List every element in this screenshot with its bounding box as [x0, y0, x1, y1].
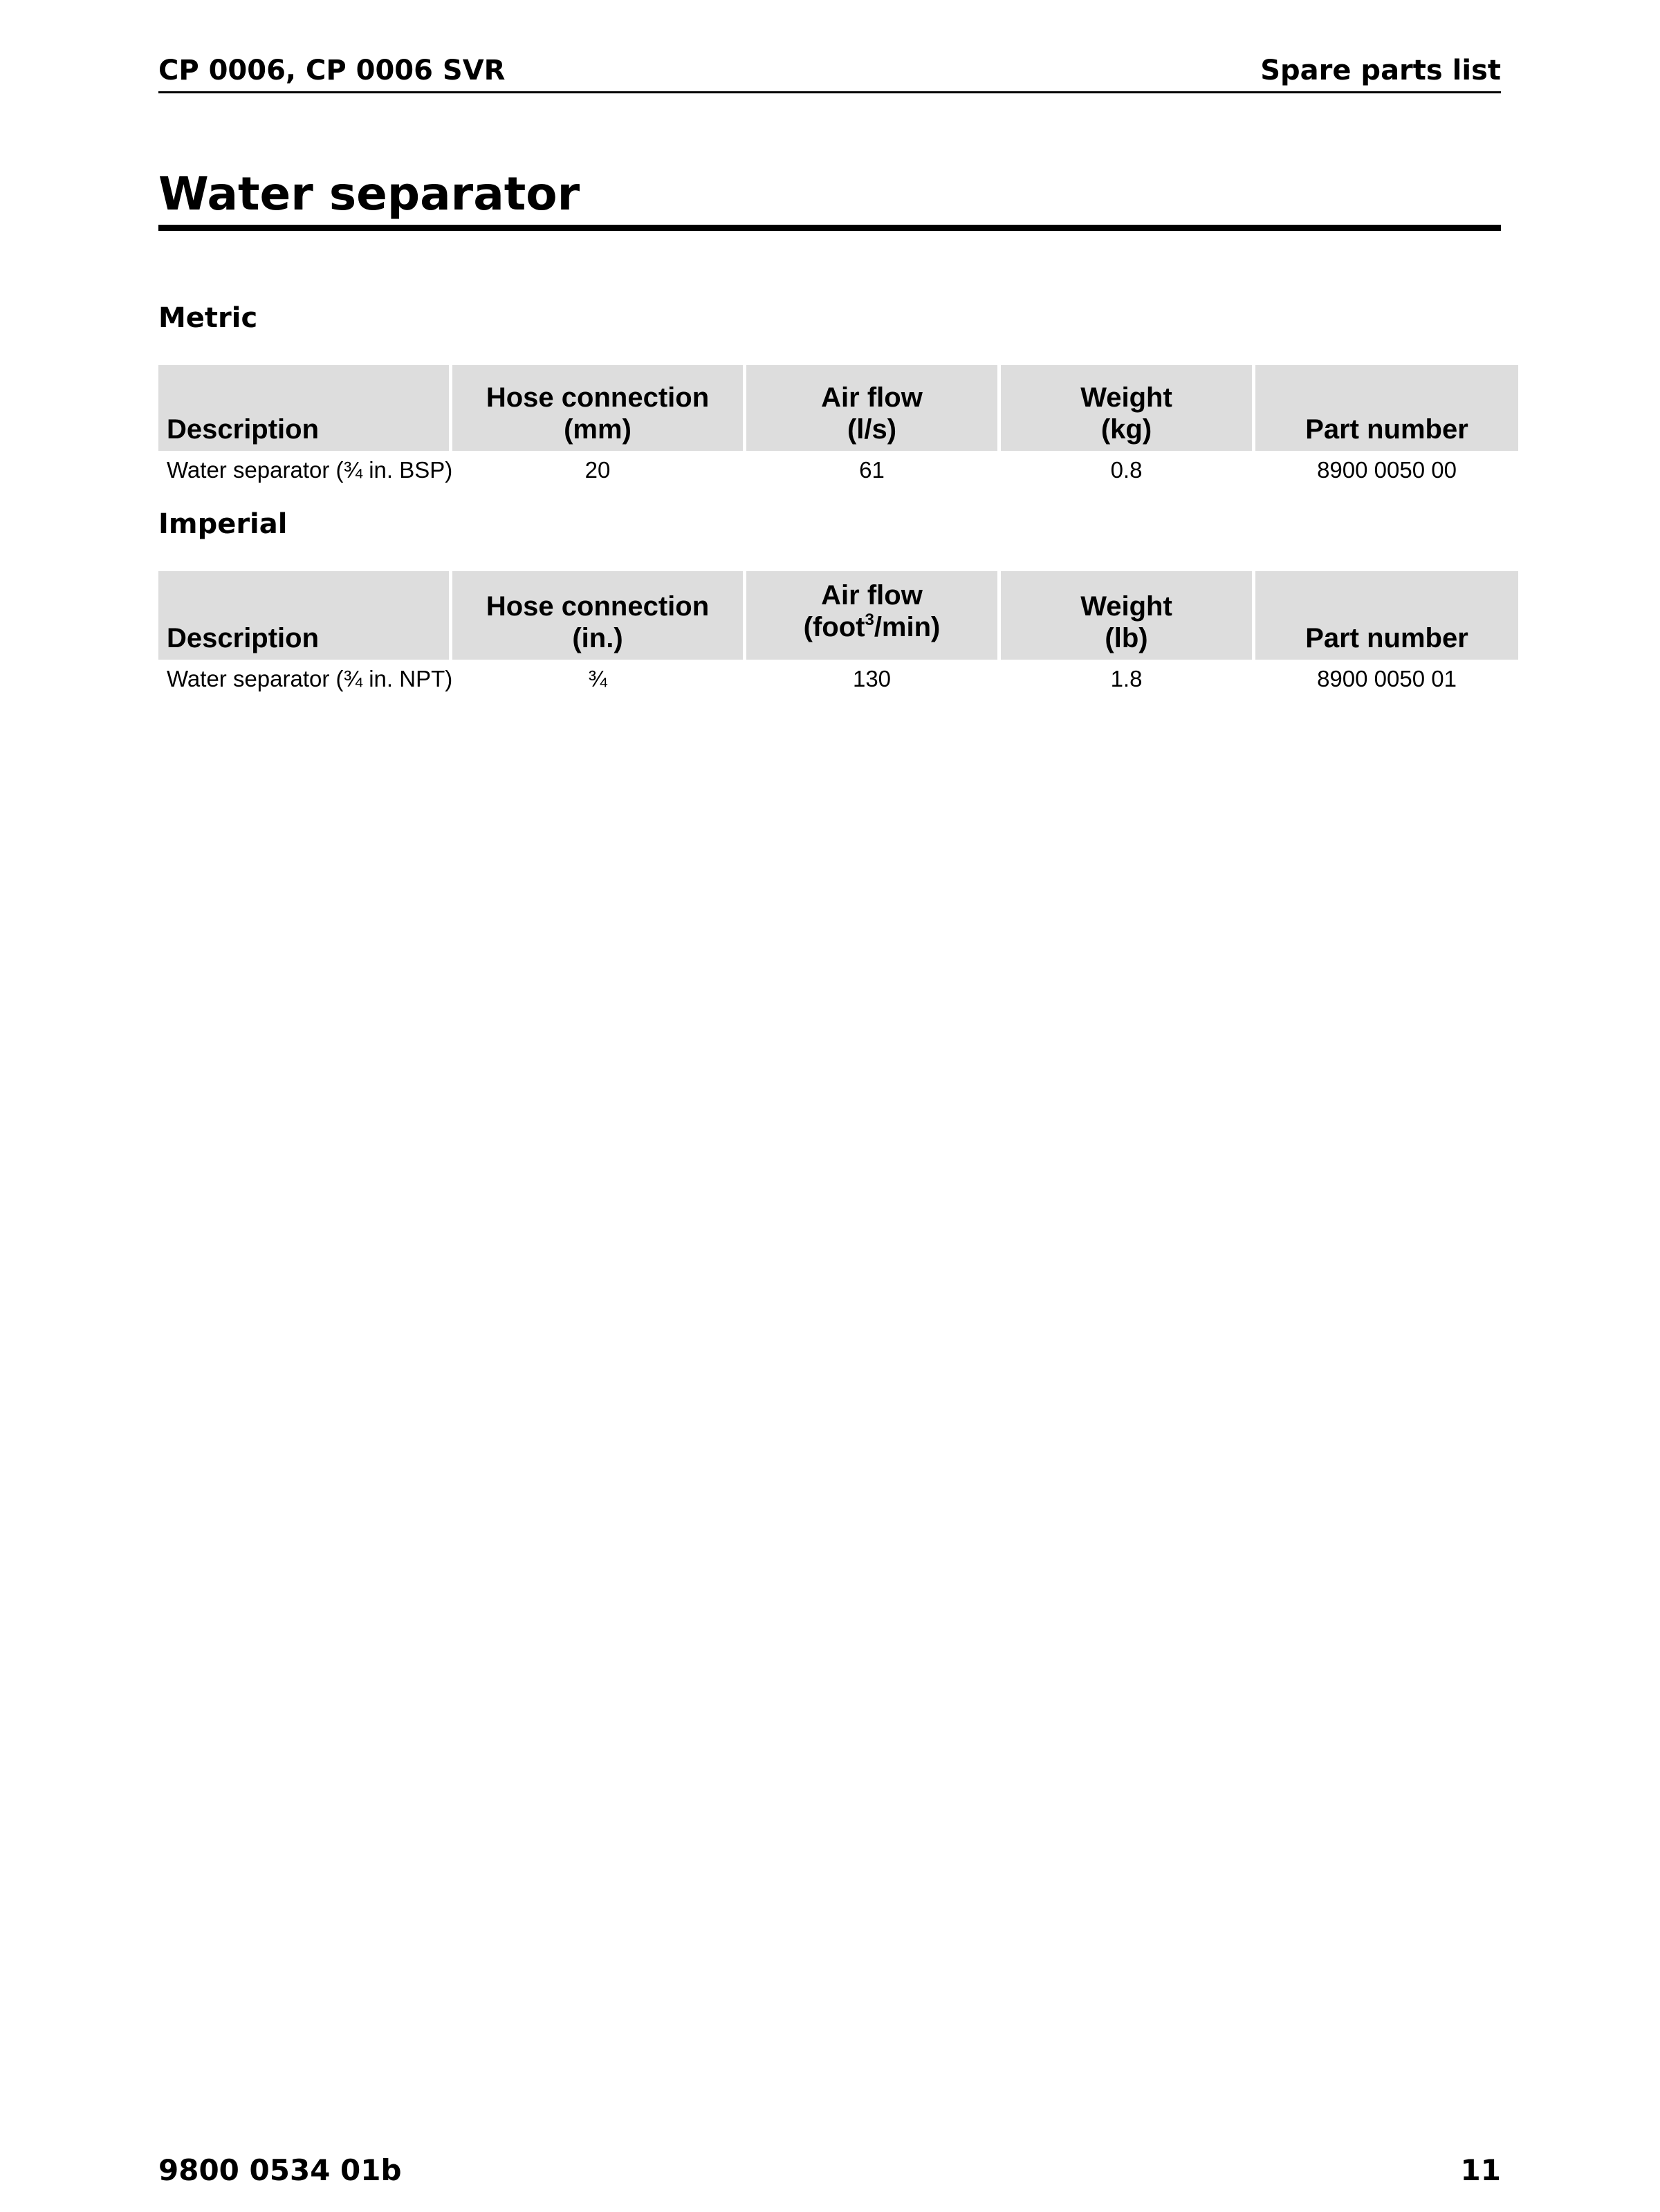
page-title-text: Water separator [158, 167, 580, 221]
superscript-exponent: 3 [865, 610, 874, 629]
table-row [158, 660, 1518, 693]
metric-table [155, 365, 1522, 484]
header-section: Spare parts list [1260, 55, 1501, 86]
column-header-description: Description [158, 571, 449, 660]
cell-weight: 0.8 [1110, 457, 1143, 483]
page-header [158, 53, 1501, 93]
table-header-row [158, 571, 1518, 660]
column-header-weight: Weight (kg) [1001, 365, 1252, 451]
column-header-part-number: Part number [1255, 571, 1518, 660]
column-header-air-flow: Air flow (l/s) [746, 365, 997, 451]
imperial-heading: Imperial [158, 508, 288, 540]
page-title [158, 165, 1501, 231]
footer-page-number: 11 [1460, 2153, 1501, 2187]
column-header-weight: Weight (lb) [1001, 571, 1252, 660]
cell-part-number: 8900 0050 01 [1317, 666, 1457, 691]
header-model: CP 0006, CP 0006 SVR [158, 55, 506, 86]
cell-description: Water separator (¾ in. NPT) [167, 666, 453, 691]
column-header-description: Description [158, 365, 449, 451]
cell-part-number: 8900 0050 00 [1317, 457, 1457, 483]
cell-weight: 1.8 [1110, 666, 1143, 691]
cell-description: Water separator (¾ in. BSP) [167, 457, 453, 483]
column-header-part-number: Part number [1255, 365, 1518, 451]
cell-hose-connection: ¾ [588, 666, 607, 691]
cell-air-flow: 61 [859, 457, 885, 483]
table-row [158, 451, 1518, 484]
imperial-table [155, 571, 1522, 693]
metric-heading: Metric [158, 302, 258, 334]
column-header-air-flow: Air flow (foot$^3$/min) [746, 571, 997, 660]
footer-document-number: 9800 0534 01b [158, 2153, 402, 2187]
cell-hose-connection: 20 [584, 457, 611, 483]
column-header-hose-connection: Hose connection (in.) [452, 571, 743, 660]
table-header-row [158, 365, 1518, 451]
cell-air-flow: 130 [852, 666, 892, 691]
column-header-hose-connection: Hose connection (mm) [452, 365, 743, 451]
